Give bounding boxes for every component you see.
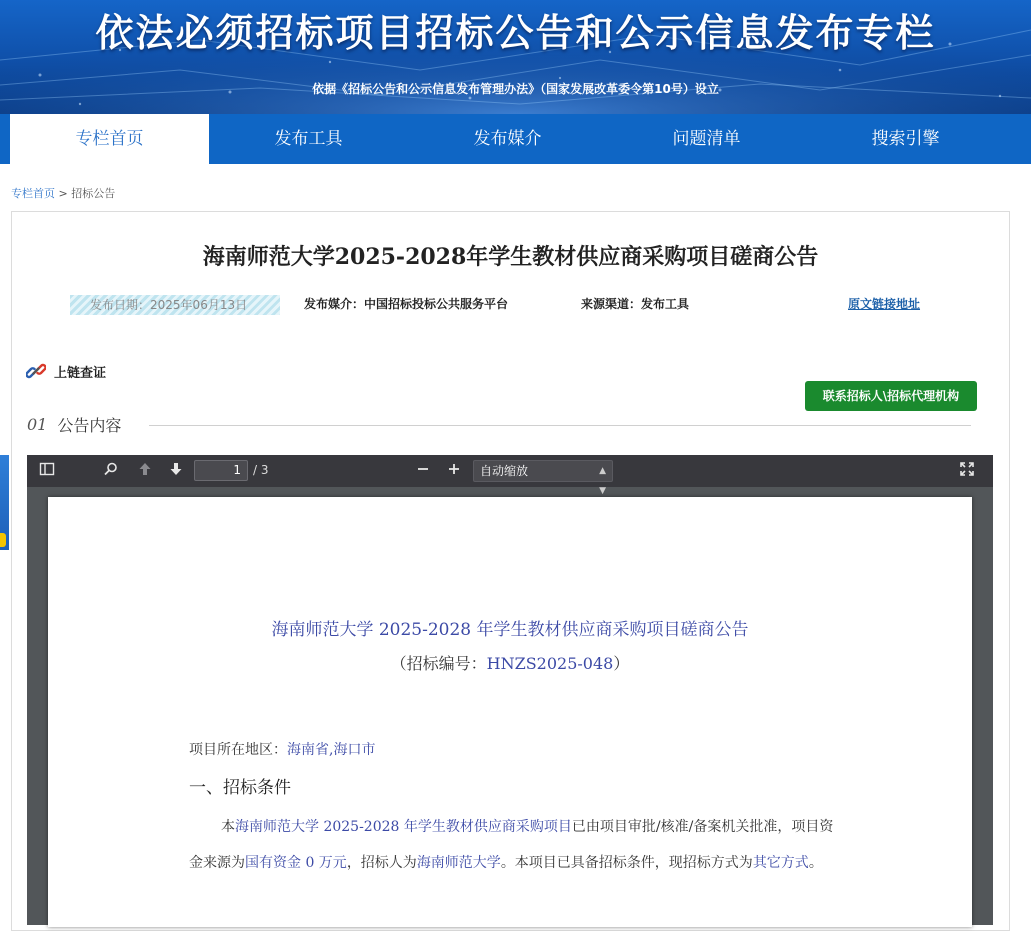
- zoom-in-icon[interactable]: [444, 461, 464, 481]
- para-method: 其它方式: [752, 855, 809, 871]
- source-channel: [581, 295, 689, 312]
- nav-item-publish-tool[interactable]: 发布工具: [274, 129, 343, 149]
- side-float-widget[interactable]: [0, 455, 9, 550]
- breadcrumb-home-link[interactable]: 专栏首页: [11, 187, 55, 200]
- banner-subtitle: 依据《招标公告和公示信息发布管理办法》（国家发展改革委令第10号）设立: [312, 82, 719, 96]
- source-channel-label: 来源渠道：: [581, 297, 642, 311]
- breadcrumb-current: 招标公告: [71, 187, 116, 200]
- zoom-select-value: 自动缩放: [480, 464, 529, 478]
- tender-code-prefix: （招标编号：: [390, 654, 487, 673]
- tender-code-value: HNZS2025-048: [486, 654, 614, 673]
- section-divider: [149, 425, 971, 426]
- para-fund: 国有资金 0 万元: [245, 855, 347, 871]
- para-tenderer: 海南师范大学: [416, 855, 501, 871]
- select-caret-icon: ▲ ▼: [599, 466, 606, 496]
- banner-title: 依法必须招标项目招标公告和公示信息发布专栏: [95, 11, 936, 55]
- para-text-3: ，招标人为: [346, 855, 417, 871]
- breadcrumb: [11, 185, 115, 201]
- para-text-4: 。本项目已具备招标条件，现招标方式为: [500, 855, 753, 871]
- nav-item-issue-list[interactable]: 问题清单: [672, 129, 741, 149]
- section-label: 公告内容: [57, 416, 122, 435]
- breadcrumb-separator: >: [55, 187, 72, 200]
- pdf-heading-conditions: 一、招标条件: [189, 778, 291, 798]
- nav-item-home[interactable]: 专栏首页: [10, 114, 209, 164]
- next-page-icon[interactable]: [166, 461, 186, 481]
- sidebar-toggle-icon[interactable]: [37, 461, 57, 481]
- pdf-page: [48, 497, 972, 927]
- project-region-label: 项目所在地区：: [189, 742, 287, 758]
- project-region-value: 海南省,海口市: [287, 742, 376, 758]
- nav-item-publish-media[interactable]: 发布媒介: [473, 129, 542, 149]
- page-number-input[interactable]: 1: [194, 460, 248, 481]
- para-project: 海南师范大学 2025-2028 年学生教材供应商采购项目: [235, 819, 572, 835]
- nav-item-search-engine[interactable]: 搜索引擎: [871, 129, 940, 149]
- search-icon[interactable]: [101, 461, 121, 481]
- source-channel-value: 发布工具: [641, 297, 690, 311]
- publish-date: [70, 295, 280, 315]
- pdf-viewer: [27, 455, 993, 925]
- para-text-2: 已由项目审批/核准/备案机关批准，项目资金来源为: [189, 819, 834, 871]
- section-heading: [27, 413, 121, 436]
- notice-title: 海南师范大学2025-2028年学生教材供应商采购项目磋商公告: [202, 244, 819, 270]
- zoom-out-icon[interactable]: [413, 461, 433, 481]
- publish-media-value: 中国招标投标公共服务平台: [364, 297, 509, 311]
- page-total: / 3: [253, 463, 269, 477]
- tender-code-suffix: ）: [613, 654, 630, 673]
- publish-media-label: 发布媒介：: [304, 297, 365, 311]
- side-float-marker: [0, 533, 6, 547]
- tender-code: [48, 651, 972, 674]
- publish-date-label: 发布日期：: [90, 298, 151, 312]
- para-text-5: 。: [808, 855, 823, 871]
- pdf-paragraph-conditions: [189, 809, 839, 881]
- para-text-1: 本: [221, 819, 235, 835]
- chain-verify-label: 上链查证: [54, 365, 107, 381]
- contact-tenderer-button[interactable]: 联系招标人\招标代理机构: [805, 381, 977, 411]
- chain-verify[interactable]: [26, 361, 106, 381]
- zoom-select[interactable]: [473, 460, 613, 496]
- pdf-page-title: 海南师范大学 2025-2028 年学生教材供应商采购项目磋商公告: [271, 620, 749, 640]
- original-link[interactable]: 原文链接地址: [848, 297, 921, 311]
- main-nav: [0, 114, 1031, 164]
- previous-page-icon[interactable]: [135, 461, 155, 481]
- presentation-mode-icon[interactable]: [957, 461, 977, 481]
- publish-media: [304, 295, 508, 312]
- header-banner: [0, 0, 1031, 114]
- section-number: 01: [27, 415, 48, 434]
- project-region: [189, 739, 375, 759]
- pdf-toolbar: [27, 455, 993, 496]
- chain-link-icon: [26, 361, 46, 381]
- publish-date-value: 2025年06月13日: [150, 298, 248, 312]
